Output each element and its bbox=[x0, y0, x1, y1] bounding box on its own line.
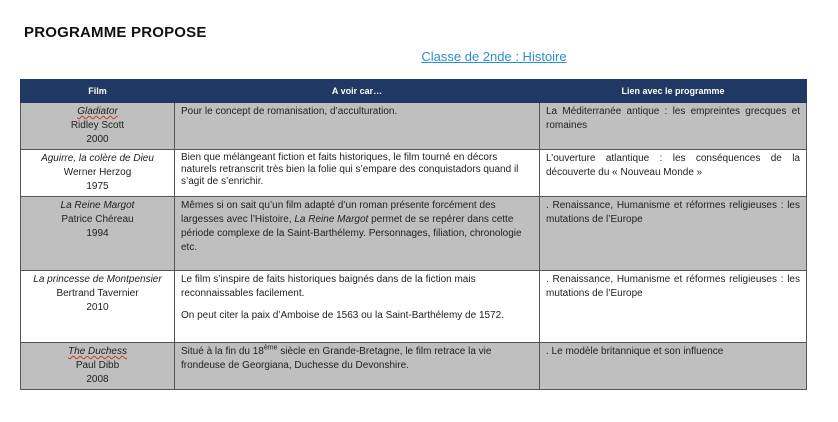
reason-text: Pour le concept de romanisation, d’acculturation. bbox=[181, 106, 398, 117]
table-row bbox=[21, 150, 807, 197]
film-title: The Duchess bbox=[68, 346, 127, 357]
table-row bbox=[21, 197, 807, 271]
film-title: La Reine Margot bbox=[60, 200, 135, 211]
film-title: Gladiator bbox=[77, 106, 118, 117]
reason-cell bbox=[175, 271, 540, 343]
film-title: Aguirre, la colère de Dieu bbox=[41, 153, 154, 164]
film-cell bbox=[21, 103, 175, 150]
film-title: La princesse de Montpensier bbox=[33, 274, 162, 285]
column-header-link: Lien avec le programme bbox=[540, 80, 807, 103]
film-cell bbox=[21, 343, 175, 390]
reason-cell bbox=[175, 150, 540, 197]
reason-film-title: La Reine Margot bbox=[294, 214, 369, 225]
reason-text-cont: permet de se repérer dans cette période complexe de la Saint-Barthélemy. Personnages, filiation, chronologie etc. bbox=[181, 214, 522, 253]
film-year: 1975 bbox=[86, 181, 109, 192]
table-row bbox=[21, 103, 807, 150]
reason-text: Situé à la fin du 18 bbox=[181, 346, 264, 357]
programme-link-text: . Le modèle britannique et son influence bbox=[546, 346, 724, 357]
programme-link-text: L’ouverture atlantique : les conséquences de la découverte du « Nouveau Monde » bbox=[546, 153, 800, 178]
reason-text: Le film s’inspire de faits historiques baignés dans de la fiction mais reconnaissables facilement. bbox=[181, 274, 476, 299]
programme-link-cell bbox=[540, 197, 807, 271]
reason-cell bbox=[175, 343, 540, 390]
film-year: 1994 bbox=[86, 228, 109, 239]
film-director: Patrice Chéreau bbox=[61, 214, 134, 225]
film-director: Paul Dibb bbox=[75, 360, 120, 371]
reason-text: Mêmes si on sait qu’un film adapté d’un roman présente forcément des largesses avec l’Histoire, bbox=[181, 200, 496, 225]
film-cell bbox=[21, 197, 175, 271]
table-row bbox=[21, 271, 807, 343]
programme-link-cell bbox=[540, 271, 807, 343]
film-cell bbox=[21, 271, 175, 343]
reason-text: Bien que mélangeant fiction et faits historiques, le film tourné en décors naturels retranscrit très bien la folie qui s’empare des conquistadors quand il s’agit de s’enrichir. bbox=[181, 152, 519, 187]
programme-link-cell bbox=[540, 150, 807, 197]
page-title: PROGRAMME PROPOSE bbox=[24, 24, 207, 41]
film-year: 2000 bbox=[86, 134, 109, 145]
page-subtitle: Classe de 2nde : Histoire bbox=[421, 49, 567, 64]
programme-table bbox=[20, 79, 807, 390]
table-header-row bbox=[21, 80, 807, 103]
table-row bbox=[21, 343, 807, 390]
column-header-reason: A voir car… bbox=[175, 80, 540, 103]
film-year: 2008 bbox=[86, 374, 109, 385]
column-header-film: Film bbox=[21, 80, 175, 103]
film-director: Bertrand Tavernier bbox=[56, 288, 139, 299]
film-cell bbox=[21, 150, 175, 197]
programme-link-cell bbox=[540, 103, 807, 150]
film-year: 2010 bbox=[86, 302, 109, 313]
programme-link-text: . Renaissance, Humanisme et réformes religieuses : les mutations de l’Europe bbox=[546, 274, 800, 299]
programme-link-text: . Renaissance, Humanisme et réformes religieuses : les mutations de l’Europe bbox=[546, 200, 800, 225]
reason-cell bbox=[175, 103, 540, 150]
reason-text-second: On peut citer la paix d’Amboise de 1563 ou la Saint-Barthélemy de 1572. bbox=[181, 310, 504, 321]
reason-superscript: ème bbox=[263, 344, 278, 352]
reason-cell bbox=[175, 197, 540, 271]
reason-text-cont: siècle en Grande-Bretagne, le film retrace la vie frondeuse de Georgiana, Duchesse du Devonshire. bbox=[181, 346, 492, 371]
programme-link-cell bbox=[540, 343, 807, 390]
film-director: Werner Herzog bbox=[63, 167, 132, 178]
programme-link-text: La Méditerranée antique : les empreintes grecques et romaines bbox=[546, 106, 800, 131]
film-director: Ridley Scott bbox=[70, 120, 125, 131]
